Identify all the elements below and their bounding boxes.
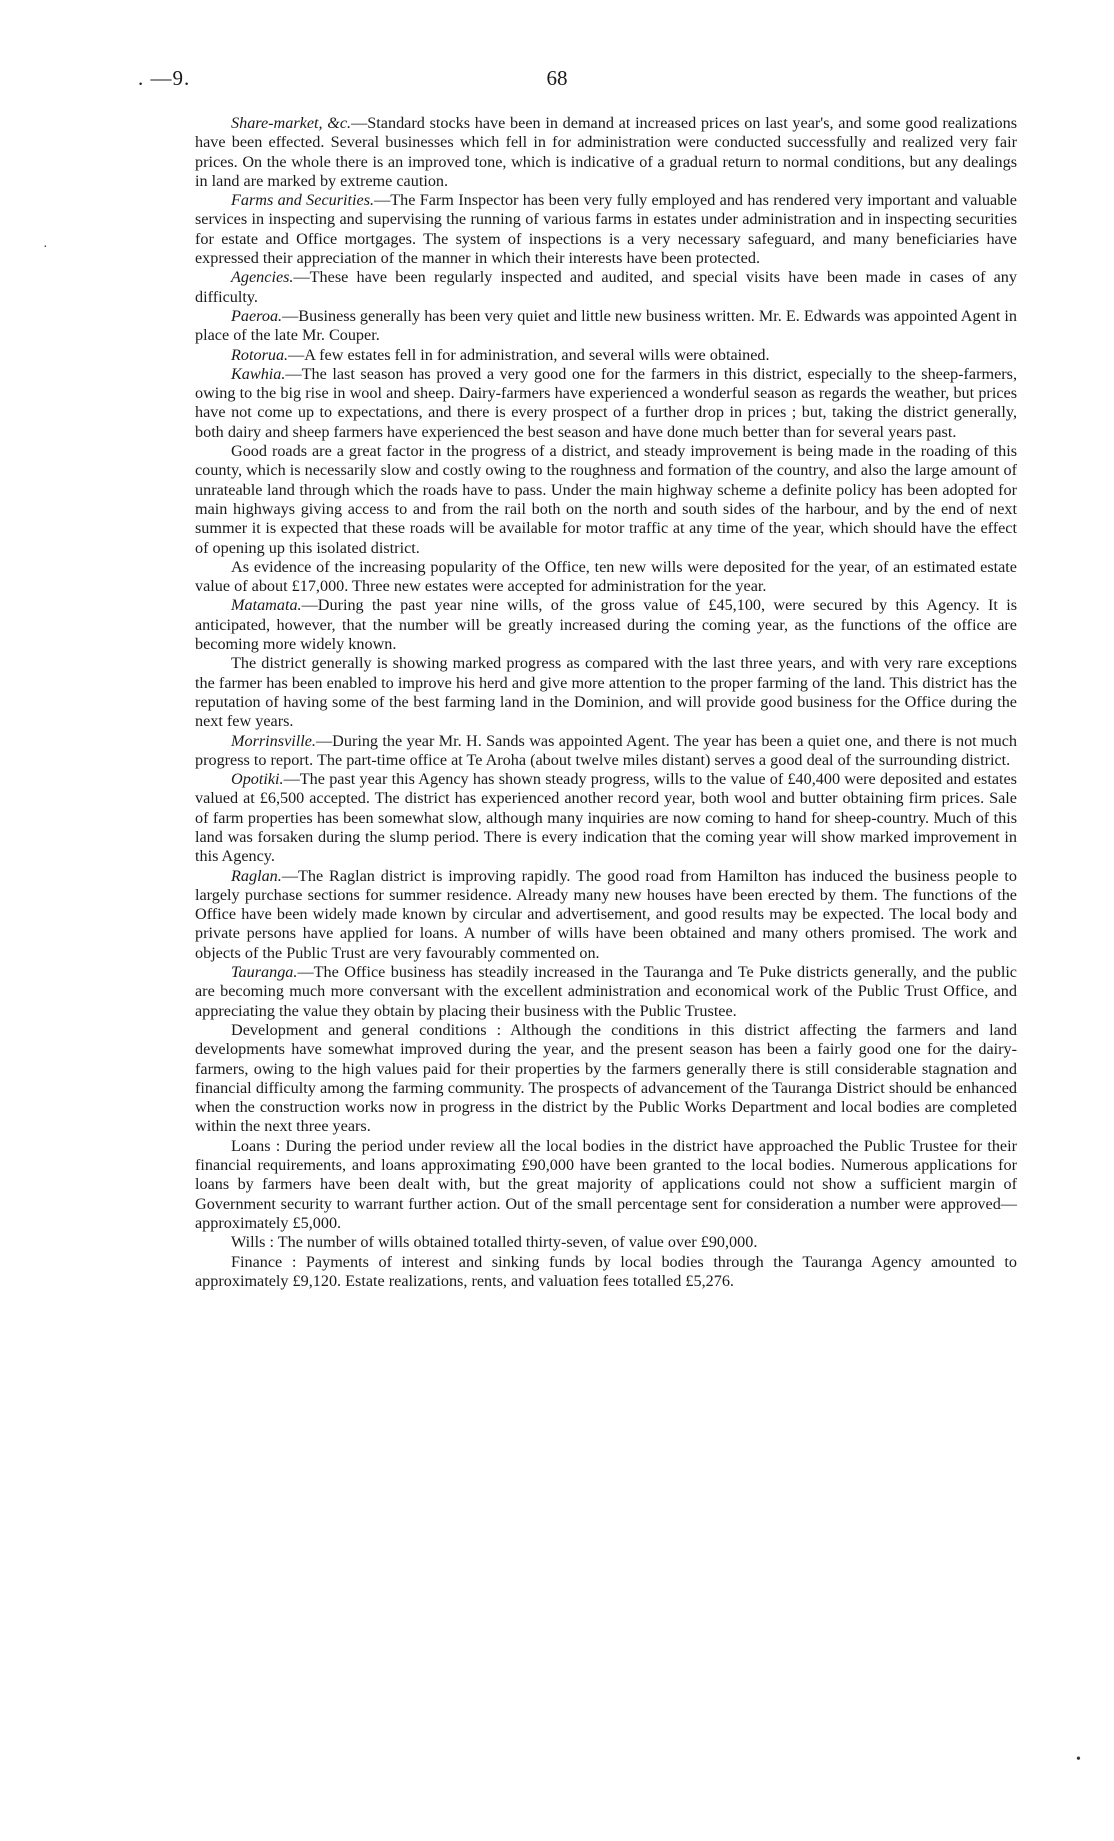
paragraph-text: The district generally is showing marked progress as compared with the last three years, and with very rare exceptions the farmer has been enabled to improve his herd and give more attention to the proper farming of the land. This district has the reputation of having some of the best farming land in the Dominion, and will provide good business for the Office during the next few years. <box>195 654 1017 731</box>
paragraph <box>195 732 1017 771</box>
paragraph-text: As evidence of the increasing popularity of the Office, ten new wills were deposited for the year, of an estimated estate value of about £17,000. Three new estates were accepted for administration for the year. <box>195 557 1017 596</box>
paragraph <box>195 558 1017 597</box>
paragraph <box>195 442 1017 558</box>
paragraph-text: —These have been regularly inspected and audited, and special visits have been made in cases of any difficulty. <box>195 268 1017 306</box>
paragraph <box>195 191 1017 268</box>
paragraph <box>195 365 1017 442</box>
paragraph-heading: Rotorua. <box>231 345 289 364</box>
paragraph-text: —The past year this Agency has shown steady progress, wills to the value of £40,400 were deposited and estates valued at £6,500 accepted. The district has experienced another record year, both wool and butter obtaining firm prices. Sale of farm properties has been somewhat slow, although many inquiries are now coming to hand for sheep-country. Much of this land was forsaken during the slump period. There is every indication that the coming year will show marked improvement in this Agency. <box>195 770 1017 866</box>
paragraph-heading: Paeroa. <box>231 306 283 325</box>
paragraph <box>195 770 1017 866</box>
margin-dot: · <box>43 240 48 255</box>
paragraph-text: Wills : The number of wills obtained totalled thirty-seven, of value over £90,000. <box>231 1233 758 1252</box>
paragraph-heading: Morrinsville. <box>231 731 316 750</box>
paragraph <box>195 1253 1017 1292</box>
paragraph-text: —Business generally has been very quiet and little new business written. Mr. E. Edwards was appointed Agent in place of the late Mr. Couper. <box>195 306 1017 345</box>
paragraph <box>195 596 1017 654</box>
paragraph-text: —A few estates fell in for administration, and several wills were obtained. <box>288 345 770 364</box>
page-header <box>0 66 1114 96</box>
paragraph <box>195 346 1017 365</box>
margin-dot: • <box>1076 1752 1081 1767</box>
paragraph-heading: Tauranga. <box>231 963 298 982</box>
paragraph-text: —The last season has proved a very good one for the farmers in this district, especially to the sheep-farmers, owing to the big rise in wool and sheep. Dairy-farmers have experienced a wonderful season as regards the weather, but prices have not come up to expectations, and there is every prospect of a further drop in prices ; but, taking the district generally, both dairy and sheep farmers have experienced the best season and have done much better than for several years past. <box>195 364 1017 441</box>
paragraph-heading: Share-market, &c. <box>231 114 352 132</box>
paragraph-heading: Opotiki. <box>231 770 284 789</box>
paragraph-text: Good roads are a great factor in the progress of a district, and steady improvement is being made in the roading of this county, which is necessarily slow and costly owing to the roughness and formation of the country, and also the large amount of unrateable land through which the roads have to pass. Under the main highway scheme a definite policy has been adopted for main highways giving access to and from the rail both on the north and south sides of the harbour, and by the end of next summer it is expected that these roads will be available for motor traffic at any time of the year, which should have the effect of opening up this isolated district. <box>195 442 1017 557</box>
paragraph-heading: Agencies. <box>231 268 294 287</box>
paragraph <box>195 114 1017 191</box>
paragraph <box>195 963 1017 1021</box>
paragraph-heading: Matamata. <box>231 596 302 615</box>
paragraph <box>195 1233 1017 1252</box>
paragraph-heading: Farms and Securities. <box>231 191 375 210</box>
paragraph <box>195 307 1017 346</box>
paragraph-text: —The Raglan district is improving rapidly. The good road from Hamilton has induced the business people to largely purchase sections for summer residence. Already many new houses have been erected by them. The functions of the Office have been widely made known by circular and advertisement, and good results may be expected. The local body and private persons have applied for loans. A number of wills have been obtained and many others promised. The work and objects of the Public Trust are very favourably commented on. <box>195 866 1017 962</box>
paragraph <box>195 867 1017 963</box>
document-reference: . —9. <box>138 66 191 90</box>
paragraph-text: Development and general conditions : Although the conditions in this district affecting the farmers and land developments have somewhat improved during the year, and the present season has been a fairly good one for the dairy-farmers, owing to the high values paid for their properties by the farmers generally there is still considerable stagnation and financial difficulty among the farming community. The prospects of advancement of the Tauranga District should be enhanced when the construction works now in progress in the district by the Public Works Department and local bodies are completed within the next three years. <box>195 1020 1017 1136</box>
paragraph-text: Loans : During the period under review all the local bodies in the district have approached the Public Trustee for their financial requirements, and loans approximating £90,000 have been granted to the local bodies. Numerous applications for loans by farmers have been dealt with, but the great majority of applications could not show a sufficient margin of Government security to warrant further action. Out of the small percentage sent for consideration a number were approved—approximately £5,000. <box>195 1136 1017 1232</box>
paragraph <box>195 1137 1017 1233</box>
body-text <box>195 114 1017 1291</box>
paragraph-heading: Raglan. <box>231 866 282 885</box>
paragraph <box>195 1021 1017 1137</box>
paragraph-text: —Standard stocks have been in demand at increased prices on last year's, and some good realizations have been effected. Several businesses which fell in for administration were conducted successfully and realized very fair prices. On the whole there is an improved tone, which is indicative of a gradual return to normal conditions, but any dealings in land are marked by extreme caution. <box>195 114 1017 190</box>
paragraph-text: —The Office business has steadily increased in the Tauranga and Te Puke districts generally, and the public are becoming much more conversant with the excellent administration and economical work of the Public Trust Office, and appreciating the value they obtain by placing their business with the Public Trustee. <box>195 963 1017 1020</box>
paragraph <box>195 654 1017 731</box>
page-number: 68 <box>546 66 568 90</box>
paragraph <box>195 268 1017 307</box>
paragraph-text: —During the year Mr. H. Sands was appointed Agent. The year has been a quiet one, and there is not much progress to report. The part-time office at Te Aroha (about twelve miles distant) serves a good deal of the surrounding district. <box>195 731 1017 769</box>
paragraph-text: —During the past year nine wills, of the gross value of £45,100, were secured by this Agency. It is anticipated, however, that the number will be greatly increased during the coming year, as the functions of the office are becoming more widely known. <box>195 596 1017 654</box>
paragraph-text: Finance : Payments of interest and sinking funds by local bodies through the Tauranga Agency amounted to approximately £9,120. Estate realizations, rents, and valuation fees totalled £5,276. <box>195 1252 1017 1290</box>
paragraph-text: —The Farm Inspector has been very fully employed and has rendered very important and valuable services in inspecting and supervising the running of various farms in estates under administration and in inspecting securities for estate and Office mortgages. The system of inspections is a very necessary safeguard, and many beneficiaries have expressed their appreciation of the manner in which their interests have been protected. <box>195 191 1017 268</box>
paragraph-heading: Kawhia. <box>231 364 286 383</box>
